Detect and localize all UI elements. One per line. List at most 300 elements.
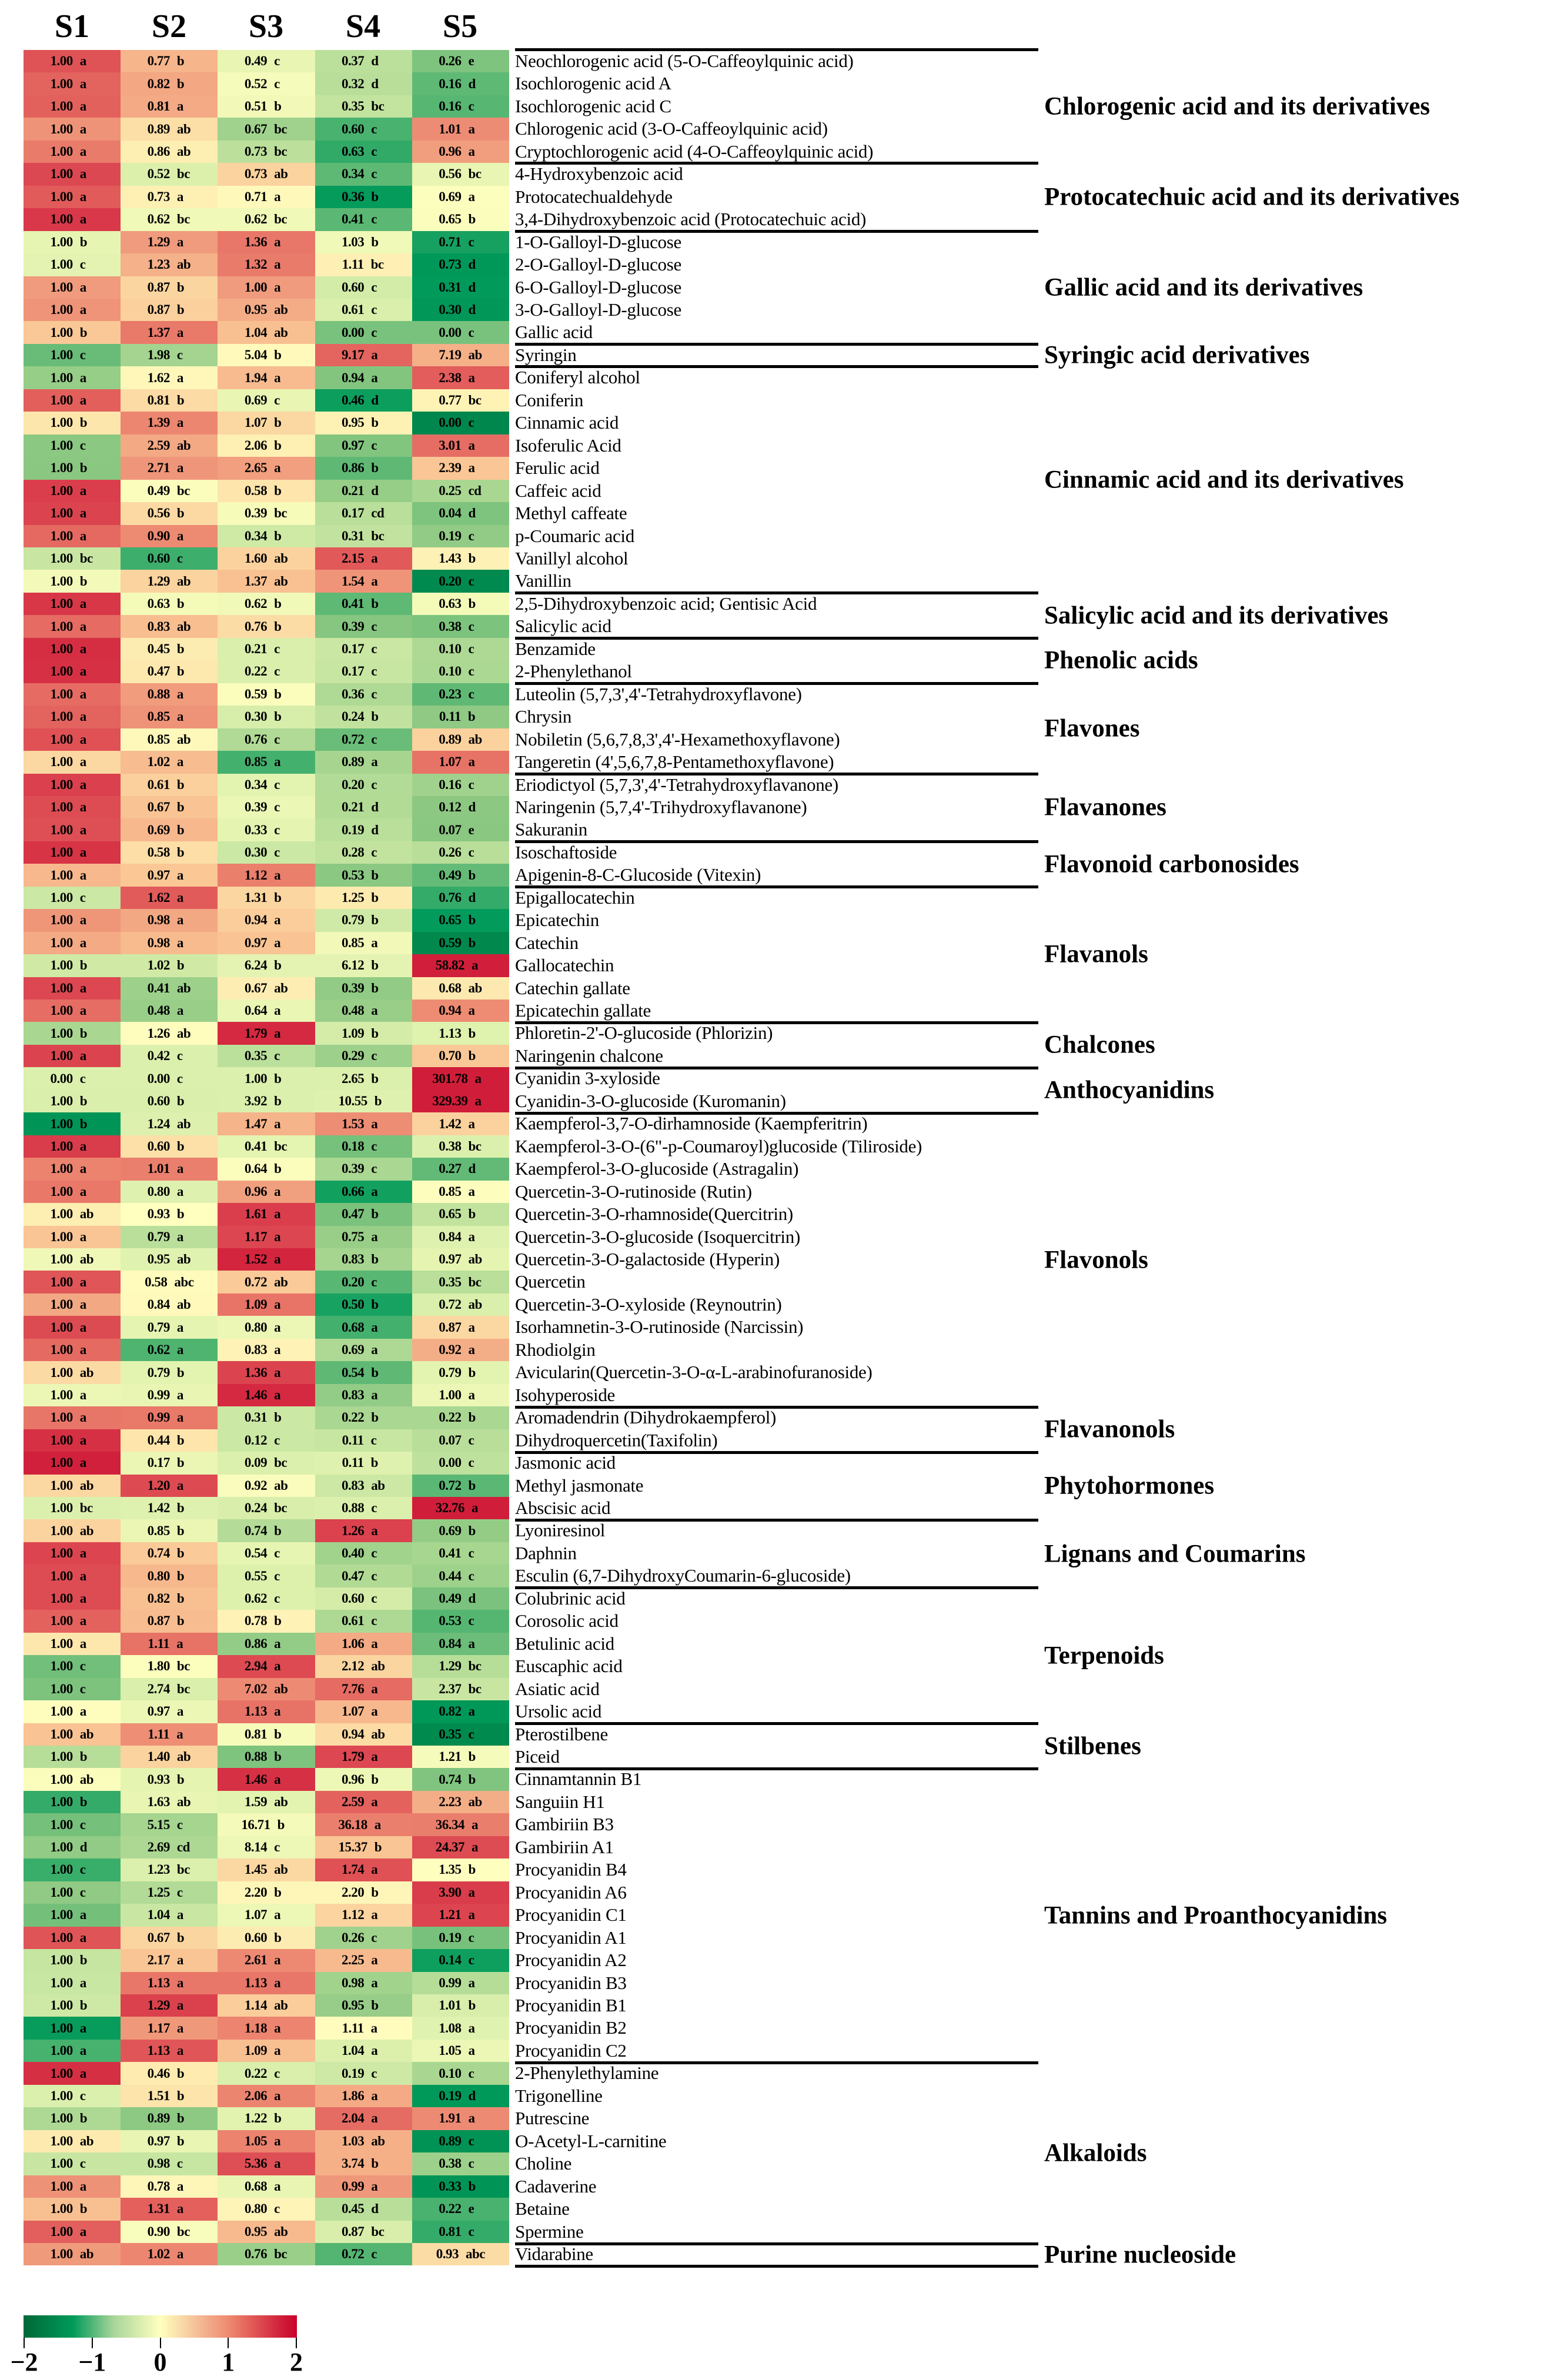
heatmap-cell: [412, 2017, 509, 2039]
significance-letter: abc: [465, 2247, 485, 2262]
heatmap-cell: [218, 932, 315, 954]
legend-tick-mark: [24, 2338, 25, 2348]
heatmap-row: [24, 1904, 509, 1926]
compound-label: Quercetin-3-O-rutinoside (Rutin): [515, 1181, 752, 1202]
cell-value: 1.79: [244, 1025, 268, 1041]
significance-letter: ab: [274, 980, 288, 995]
cell-value: 0.83: [147, 619, 170, 634]
cell-value: 0.11: [439, 709, 461, 724]
cell-value: 0.90: [147, 2224, 170, 2239]
heatmap-cell: [218, 593, 315, 615]
heatmap-cell: [121, 141, 218, 163]
compound-label: Esculin (6,7-DihydroxyCoumarin-6-glucoside): [515, 1565, 851, 1586]
heatmap-cell: [412, 344, 509, 366]
heatmap-cell: [218, 1746, 315, 1768]
heatmap-row: [24, 1949, 509, 1971]
heatmap-cell: [24, 909, 121, 931]
cell-value: 1.01: [147, 1161, 170, 1176]
heatmap-cell: [218, 1045, 315, 1067]
cell-value: 0.24: [342, 709, 365, 724]
significance-letter: a: [176, 890, 183, 905]
cell-value: 1.00: [50, 573, 73, 589]
compound-label: Ferulic acid: [515, 457, 600, 479]
significance-letter: a: [79, 800, 86, 815]
significance-letter: c: [468, 777, 474, 792]
heatmap-row: [24, 276, 509, 299]
cell-value: 1.00: [50, 596, 73, 611]
cell-value: 2.12: [342, 1659, 365, 1674]
significance-letter: b: [468, 1365, 476, 1380]
compound-label: Protocatechualdehyde: [515, 186, 673, 207]
significance-letter: a: [371, 1636, 378, 1651]
heatmap-row: [24, 1791, 509, 1813]
cell-value: 1.00: [50, 1410, 73, 1425]
significance-letter: c: [274, 76, 280, 91]
heatmap-row: [24, 1135, 509, 1158]
heatmap-row: [24, 1497, 509, 1519]
heatmap-cell: [218, 2243, 315, 2265]
heatmap-cell: [24, 1384, 121, 1406]
cell-value: 0.59: [439, 935, 462, 950]
heatmap-cell: [121, 1994, 218, 2017]
cell-value: 7.02: [244, 1681, 268, 1696]
significance-letter: ab: [274, 573, 288, 589]
cell-value: 0.07: [439, 822, 462, 837]
cell-value: 0.69: [147, 822, 170, 837]
heatmap-cell: [315, 231, 412, 253]
legend-tick-label: −1: [78, 2348, 106, 2376]
heatmap-cell: [24, 706, 121, 728]
cell-value: 0.76: [439, 890, 462, 905]
cell-value: 1.00: [50, 483, 73, 498]
cell-value: 1.03: [342, 2133, 365, 2148]
cell-value: 1.00: [50, 958, 73, 973]
heatmap-row: [24, 95, 509, 118]
cell-value: 2.25: [342, 1953, 365, 1968]
significance-letter: ab: [468, 731, 482, 747]
heatmap-cell: [218, 412, 315, 434]
significance-letter: ab: [274, 1274, 288, 1289]
compound-label: Gallic acid: [515, 322, 593, 343]
cell-value: 0.40: [342, 1546, 365, 1561]
heatmap-cell: [412, 1723, 509, 1746]
cell-value: 0.24: [244, 1500, 268, 1516]
heatmap-row: [24, 1633, 509, 1655]
significance-letter: a: [471, 1840, 478, 1855]
cell-value: 0.60: [147, 1138, 170, 1154]
significance-letter: a: [274, 2043, 281, 2058]
significance-letter: c: [371, 279, 377, 295]
significance-letter: c: [274, 777, 280, 792]
significance-letter: ab: [468, 1297, 482, 1312]
compound-label: p-Coumaric acid: [515, 525, 634, 546]
cell-value: 3.74: [342, 2156, 365, 2171]
cell-value: 0.67: [244, 980, 268, 995]
heatmap-cell: [412, 276, 509, 299]
significance-letter: c: [468, 686, 474, 701]
heatmap-cell: [315, 1022, 412, 1044]
cell-value: 1.00: [50, 2111, 73, 2126]
cell-value: 0.86: [147, 144, 170, 159]
heatmap-cell: [121, 1067, 218, 1089]
cell-value: 0.68: [439, 980, 462, 995]
heatmap-cell: [218, 706, 315, 728]
heatmap-cell: [315, 253, 412, 276]
cell-value: 0.89: [147, 2111, 170, 2126]
cell-value: 0.09: [244, 1455, 268, 1470]
heatmap-row: [24, 1045, 509, 1067]
cell-value: 0.19: [439, 2088, 462, 2103]
column-headers: [24, 5, 509, 49]
heatmap-cell: [412, 50, 509, 72]
significance-letter: d: [371, 800, 379, 815]
heatmap-row: [24, 1181, 509, 1203]
cell-value: 1.02: [147, 958, 170, 973]
heatmap-cell: [24, 1813, 121, 1836]
cell-value: 0.26: [439, 845, 462, 860]
significance-letter: a: [468, 1003, 475, 1018]
cell-value: 0.87: [147, 1613, 170, 1629]
compound-label: Quercetin: [515, 1271, 586, 1292]
significance-letter: c: [274, 822, 280, 837]
heatmap-cell: [24, 1135, 121, 1158]
compound-label: Epicatechin: [515, 910, 600, 931]
group-label: Phenolic acids: [1044, 646, 1198, 674]
legend-tick-mark: [296, 2338, 297, 2348]
heatmap-cell: [412, 796, 509, 818]
compound-label: Gambiriin A1: [515, 1836, 614, 1857]
significance-letter: ab: [176, 257, 191, 272]
compound-label: 3-O-Galloyl-D-glucose: [515, 299, 681, 320]
significance-letter: c: [176, 1884, 183, 1900]
significance-letter: ab: [371, 1726, 385, 1741]
significance-letter: a: [274, 257, 281, 272]
heatmap-cell: [24, 1904, 121, 1926]
cell-value: 1.40: [147, 1749, 170, 1764]
heatmap-row: [24, 1994, 509, 2017]
heatmap-cell: [315, 208, 412, 230]
heatmap-cell: [315, 1452, 412, 1474]
significance-letter: c: [371, 731, 377, 747]
compound-label: Neochlorogenic acid (5-O-Caffeoylquinic acid): [515, 51, 854, 71]
significance-letter: b: [176, 2088, 185, 2103]
significance-letter: a: [371, 1907, 378, 1923]
cell-value: 0.12: [439, 800, 462, 815]
heatmap-cell: [24, 1226, 121, 1248]
group-divider: [515, 1067, 1038, 1069]
compound-label: 6-O-Galloyl-D-glucose: [515, 276, 681, 298]
heatmap-cell: [315, 751, 412, 773]
compound-label: Pterostilbene: [515, 1723, 608, 1744]
significance-letter: c: [274, 1840, 280, 1855]
compound-label: Methyl caffeate: [515, 503, 627, 524]
cell-value: 1.00: [50, 1116, 73, 1131]
heatmap-row: [24, 2152, 509, 2175]
column-header-s1: S1: [54, 8, 90, 45]
cell-value: 0.82: [147, 76, 170, 91]
significance-letter: a: [79, 1930, 86, 1945]
significance-letter: d: [468, 302, 476, 317]
significance-letter: c: [371, 2247, 377, 2262]
cell-value: 0.72: [244, 1274, 268, 1289]
cell-value: 0.56: [439, 166, 462, 182]
significance-letter: b: [371, 1206, 379, 1222]
significance-letter: b: [468, 912, 476, 928]
significance-letter: a: [468, 1704, 475, 1719]
cell-value: 0.84: [439, 1229, 462, 1244]
cell-value: 0.74: [244, 1523, 268, 1538]
cell-value: 0.30: [244, 709, 268, 724]
cell-value: 2.04: [342, 2111, 365, 2126]
significance-letter: b: [468, 1048, 476, 1064]
heatmap-row: [24, 1429, 509, 1452]
cell-value: 1.00: [50, 1206, 73, 1222]
heatmap-cell: [218, 660, 315, 683]
heatmap-cell: [315, 1181, 412, 1203]
significance-letter: a: [371, 1116, 378, 1131]
heatmap-cell: [218, 2085, 315, 2107]
cell-value: 0.44: [147, 1432, 170, 1448]
cell-value: 0.94: [342, 370, 365, 385]
heatmap-cell: [218, 1271, 315, 1293]
cell-value: 0.48: [342, 1003, 365, 1018]
cell-value: 1.00: [50, 189, 73, 204]
cell-value: 0.17: [342, 641, 365, 656]
significance-letter: b: [277, 1817, 285, 1832]
heatmap-cell: [218, 1700, 315, 1723]
heatmap-cell: [412, 1429, 509, 1452]
significance-letter: ab: [176, 1794, 191, 1810]
group-label: Flavanonols: [1044, 1415, 1175, 1443]
cell-value: 0.14: [439, 1953, 462, 1968]
cell-value: 1.00: [50, 890, 73, 905]
heatmap-cell: [218, 1475, 315, 1497]
cell-value: 1.29: [147, 1998, 170, 2013]
cell-value: 0.85: [439, 1184, 462, 1199]
heatmap-cell: [121, 2198, 218, 2220]
compound-label: Naringenin chalcone: [515, 1045, 663, 1066]
significance-letter: d: [371, 483, 379, 498]
cell-value: 0.42: [147, 1048, 170, 1064]
significance-letter: a: [371, 1319, 378, 1335]
heatmap-cell: [218, 887, 315, 909]
heatmap-cell: [315, 570, 412, 592]
heatmap-cell: [218, 547, 315, 570]
cell-value: 0.65: [439, 1206, 462, 1222]
heatmap-cell: [412, 1181, 509, 1203]
heatmap-cell: [121, 796, 218, 818]
cell-value: 0.66: [342, 1184, 365, 1199]
significance-letter: ab: [176, 1025, 191, 1041]
heatmap-cell: [121, 1519, 218, 1542]
cell-value: 0.82: [439, 1704, 462, 1719]
cell-value: 1.04: [147, 1907, 170, 1923]
significance-letter: b: [176, 1138, 185, 1154]
heatmap-cell: [24, 2130, 121, 2152]
heatmap-cell: [121, 1022, 218, 1044]
heatmap-cell: [121, 1700, 218, 1723]
heatmap-cell: [315, 728, 412, 751]
significance-letter: bc: [468, 166, 482, 182]
heatmap-cell: [121, 1226, 218, 1248]
cell-value: 1.00: [50, 1342, 73, 1358]
cell-value: 0.62: [244, 212, 268, 227]
heatmap-cell: [24, 570, 121, 592]
compound-label: Colubrinic acid: [515, 1587, 626, 1609]
cell-value: 1.00: [50, 686, 73, 701]
heatmap-cell: [315, 1927, 412, 1949]
heatmap-cell: [218, 1248, 315, 1271]
cell-value: 0.69: [439, 1523, 462, 1538]
cell-value: 0.72: [342, 2247, 365, 2262]
compound-label: Benzamide: [515, 638, 596, 659]
significance-letter: c: [176, 1817, 183, 1832]
cell-value: 1.00: [50, 347, 73, 363]
significance-letter: bc: [274, 1500, 288, 1516]
heatmap-cell: [121, 1610, 218, 1632]
cell-value: 1.00: [50, 1523, 73, 1538]
significance-letter: b: [79, 1998, 88, 2013]
group-label: Tannins and Proanthocyanidins: [1044, 1901, 1388, 1930]
heatmap-cell: [412, 2175, 509, 2198]
significance-letter: a: [468, 1319, 475, 1335]
significance-letter: a: [176, 1975, 183, 1990]
heatmap-cell: [218, 728, 315, 751]
significance-letter: b: [176, 393, 185, 408]
heatmap-cell: [24, 434, 121, 457]
significance-letter: c: [371, 1274, 377, 1289]
heatmap-cell: [412, 1542, 509, 1565]
legend-tick-label: 0: [153, 2348, 167, 2376]
cell-value: 0.49: [147, 483, 170, 498]
cell-value: 0.26: [342, 1930, 365, 1945]
compound-label: Procyanidin B2: [515, 2017, 627, 2038]
heatmap-row: [24, 1022, 509, 1044]
cell-value: 0.47: [342, 1568, 365, 1583]
heatmap-cell: [315, 72, 412, 95]
heatmap-cell: [412, 1022, 509, 1044]
heatmap-cell: [315, 1949, 412, 1971]
significance-letter: c: [371, 1048, 377, 1064]
group-label: Cinnamic acid and its derivatives: [1044, 466, 1404, 494]
significance-letter: c: [371, 619, 377, 634]
heatmap-cell: [121, 1384, 218, 1406]
heatmap-cell: [315, 1158, 412, 1180]
significance-letter: a: [274, 1319, 281, 1335]
significance-letter: bc: [274, 1138, 288, 1154]
cell-value: 0.31: [244, 1410, 268, 1425]
significance-letter: b: [176, 596, 185, 611]
heatmap-cell: [412, 186, 509, 208]
significance-letter: ab: [79, 2247, 94, 2262]
significance-letter: b: [274, 709, 282, 724]
significance-letter: a: [79, 912, 86, 928]
cell-value: 1.09: [342, 1025, 365, 1041]
significance-letter: d: [371, 54, 379, 69]
heatmap-cell: [412, 1000, 509, 1022]
significance-letter: b: [468, 596, 476, 611]
heatmap-cell: [24, 1700, 121, 1723]
cell-value: 0.28: [342, 845, 365, 860]
cell-value: 1.00: [50, 506, 73, 521]
heatmap-cell: [218, 1927, 315, 1949]
cell-value: 1.00: [50, 551, 73, 566]
cell-value: 1.18: [244, 2020, 268, 2035]
significance-letter: ab: [79, 1726, 94, 1741]
heatmap-row: [24, 1587, 509, 1610]
cell-value: 0.49: [439, 867, 462, 883]
significance-letter: b: [374, 1094, 382, 1109]
significance-letter: a: [274, 1116, 281, 1131]
heatmap-cell: [121, 72, 218, 95]
significance-letter: c: [371, 641, 377, 656]
heatmap-cell: [121, 253, 218, 276]
compound-label: Tangeretin (4',5,6,7,8-Pentamethoxyflavone): [515, 751, 834, 773]
significance-letter: a: [371, 1704, 378, 1719]
significance-letter: b: [274, 1613, 282, 1629]
heatmap-row: [24, 2130, 509, 2152]
significance-letter: c: [468, 619, 474, 634]
significance-letter: ab: [79, 1206, 94, 1222]
heatmap-cell: [218, 141, 315, 163]
significance-letter: a: [468, 437, 475, 453]
cell-value: 0.26: [439, 54, 462, 69]
heatmap-cell: [24, 683, 121, 706]
heatmap-cell: [412, 1203, 509, 1225]
cell-value: 58.82: [435, 958, 464, 973]
heatmap-cell: [315, 525, 412, 547]
heatmap-row: [24, 1339, 509, 1361]
cell-value: 1.11: [148, 1726, 170, 1741]
heatmap-cell: [121, 1678, 218, 1700]
significance-letter: a: [468, 1975, 475, 1990]
cell-value: 0.64: [244, 1161, 268, 1176]
group-divider: [515, 1406, 1038, 1409]
heatmap-cell: [412, 253, 509, 276]
heatmap-row: [24, 1406, 509, 1429]
significance-letter: a: [79, 1546, 86, 1561]
cell-value: 1.00: [50, 1568, 73, 1583]
significance-letter: a: [79, 1319, 86, 1335]
cell-value: 1.00: [50, 1184, 73, 1199]
compound-label: 3,4-Dihydroxybenzoic acid (Protocatechuic acid): [515, 209, 867, 230]
heatmap-cell: [218, 95, 315, 118]
cell-value: 1.00: [50, 1681, 73, 1696]
compound-label: O-Acetyl-L-carnitine: [515, 2130, 667, 2151]
heatmap-cell: [412, 457, 509, 479]
group-label: Terpenoids: [1044, 1642, 1164, 1670]
cell-value: 0.73: [147, 189, 170, 204]
cell-value: 0.72: [439, 1478, 462, 1493]
heatmap-cell: [121, 1158, 218, 1180]
significance-letter: a: [176, 2043, 183, 2058]
heatmap-cell: [315, 1067, 412, 1089]
heatmap-cell: [412, 321, 509, 343]
significance-letter: b: [374, 1840, 382, 1855]
heatmap-cell: [218, 1678, 315, 1700]
significance-letter: b: [176, 1455, 185, 1470]
significance-letter: a: [371, 2178, 378, 2194]
cell-value: 1.00: [50, 279, 73, 295]
significance-letter: a: [371, 1975, 378, 1990]
heatmap-cell: [24, 457, 121, 479]
heatmap-cell: [24, 1927, 121, 1949]
significance-letter: a: [176, 1636, 183, 1651]
heatmap-cell: [315, 1972, 412, 1994]
cell-value: 10.55: [338, 1094, 367, 1109]
heatmap-cell: [412, 502, 509, 524]
heatmap-cell: [218, 796, 315, 818]
